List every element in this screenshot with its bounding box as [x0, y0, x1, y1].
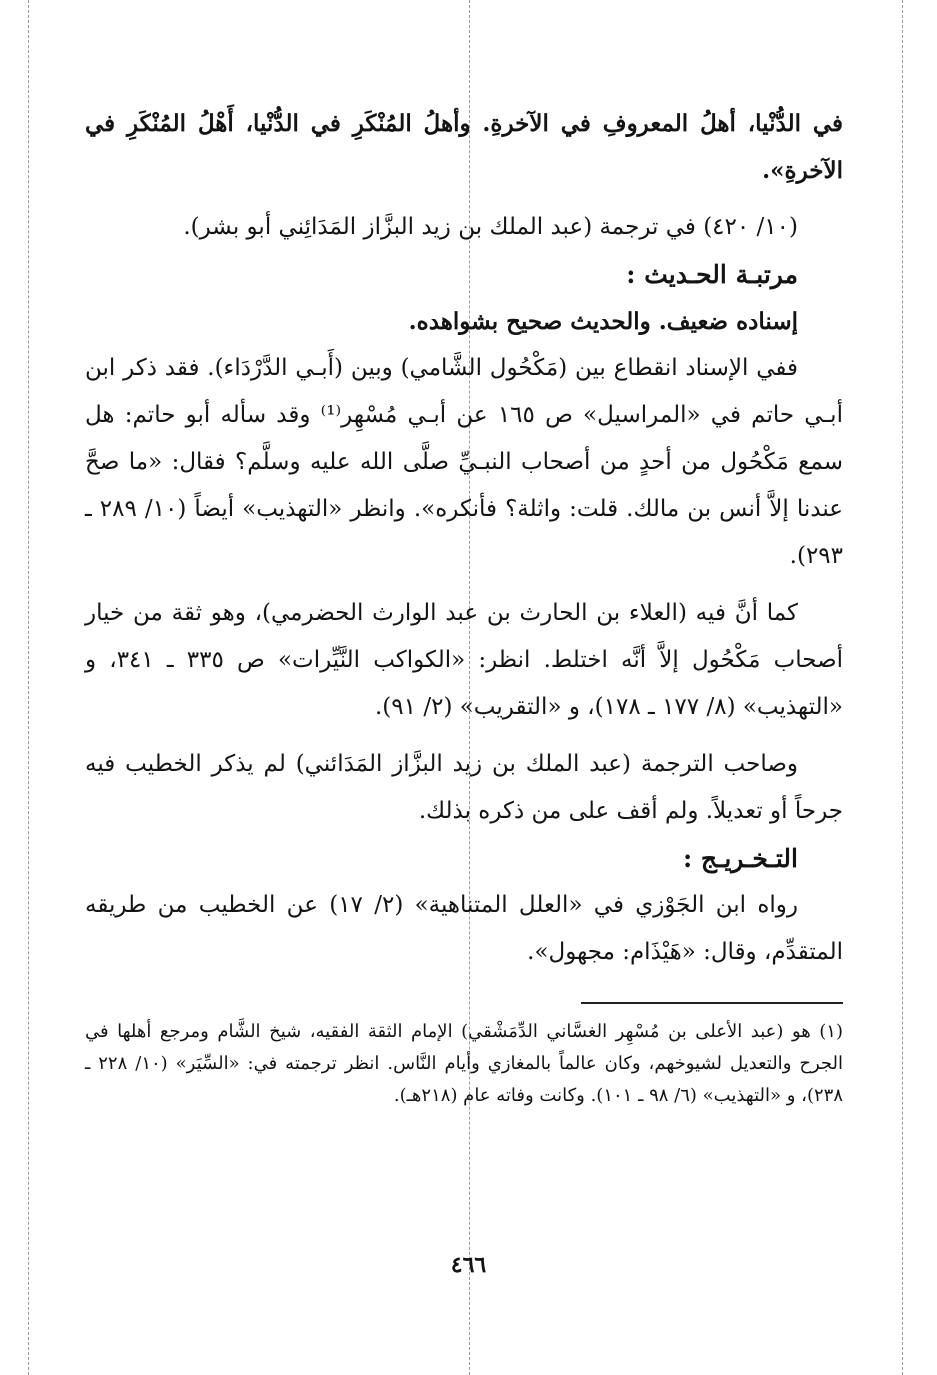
paragraph-isnad-break: ففي الإسناد انقطاع بين (مَكْحُول الشَّامي) وبين (أَبـي الدَّرْدَاء). فقد ذكر ابن أبـي حاتم في «المراسيل» ص ١٦٥ عن أبـي مُسْهِر⁽¹⁾ وقد سأله أبو حاتم: هل سمع مَكْحُول من أحدٍ من أصحاب النبـيِّ صلَّى الله عليه وسلَّم؟ فقال: «ما صحَّ عندنا إلاَّ أنس بن مالك. قلت: واثلة؟ فأنكره». وانظر «التهذيب» أيضاً (١٠/ ٢٨٩ ـ ٢٩٣).	[85, 355, 843, 569]
paragraph-biography-subject: وصاحب الترجمة (عبد الملك بن زيد البزَّاز المَدَائني) لم يذكر الخطيب فيه جرحاً أو تعديلاً. ولم أقف على من ذكره بذلك.	[85, 751, 843, 824]
footnote-separator	[581, 1002, 843, 1004]
paragraph-alaa-narrator: كما أنَّ فيه (العلاء بن الحارث بن عبد الوارث الحضرمي)، وهو ثقة من خيار أصحاب مَكْحُول إلاَّ أنَّه اختلط. انظر: «الكواكب النَّيِّرات» ص ٣٣٥ ـ ٣٤١، و «التهذيب» (٨/ ١٧٧ ـ ١٧٨)، و «التقريب» (٢/ ٩١).	[85, 600, 843, 720]
paragraph-takhrij: رواه ابن الجَوْزي في «العلل المتناهية» (٢/ ١٧) عن الخطيب من طريقه المتقدِّم، وقال: «هَيْذَام: مجهول».	[85, 892, 843, 965]
biography-reference: (١٠/ ٤٢٠) في ترجمة (عبد الملك بن زيد البزَّاز المَدَائِني أبو بشر).	[183, 214, 798, 240]
margin-guide-left	[28, 0, 29, 1375]
hadith-rank-verdict: إسناده ضعيف. والحديث صحيح بشواهده.	[408, 308, 798, 335]
page-body	[85, 100, 843, 1112]
footnote-1: (١) هو (عبد الأعلى بن مُسْهِر الغسَّاني الدِّمَشْقي) الإمام الثقة الفقيه، شيخ الشَّام ومرجع أهلها في الجرح والتعديل لشيوخهم، وكان عالماً بالمغازي وأيام النَّاس. انظر ترجمته في: «السِّيَر» (١٠/ ٢٢٨ ـ ٢٣٨)، و «التهذيب» (٦/ ٩٨ ـ ١٠١). وكانت وفاته عام (٢١٨هـ).	[85, 1021, 844, 1106]
continued-hadith-text: في الدُّنْيا، أهلُ المعروفِ في الآخرةِ. وأهلُ المُنْكَرِ في الدُّنْيا، أَهْلُ المُنْكَرِ في الآخرةِ».	[85, 110, 843, 184]
section-heading-hadith-rank: مرتبـة الحـديث :	[626, 260, 798, 289]
section-heading-takhrij: التـخـريـج :	[682, 844, 798, 873]
margin-guide-right	[902, 0, 903, 1375]
page-number: ٤٦٦	[450, 1252, 487, 1278]
